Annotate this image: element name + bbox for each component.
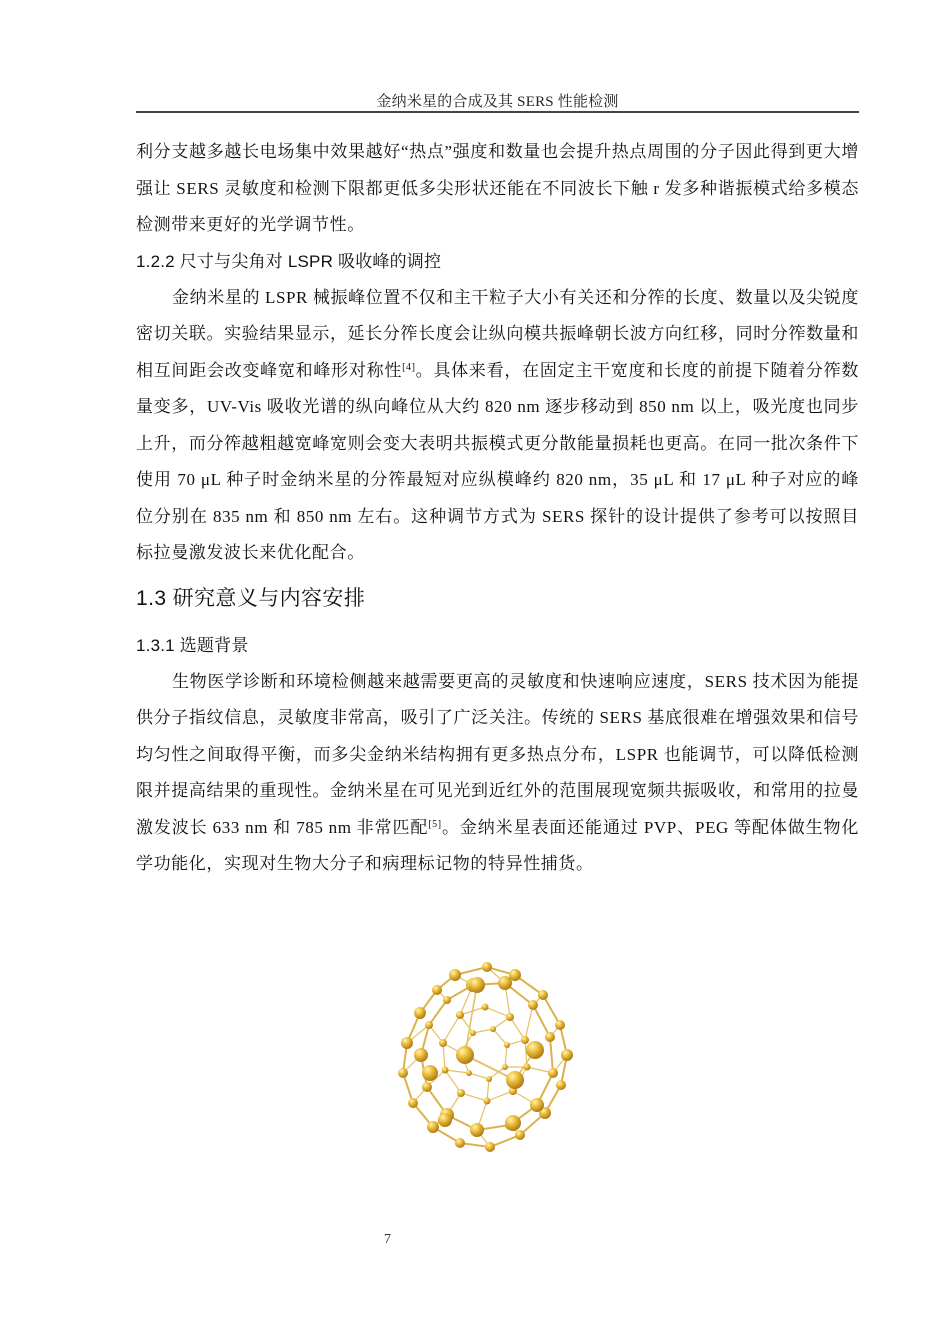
paragraph-text: 生物医学诊断和环境检侧越来越需要更高的灵敏度和快速响应速度，SERS 技术因为能提供分子指纹信息，灵敏度非常高，吸引了广泛关注。传统的 SERS 基底很难在增强效果和信号均匀性之间取得平衡，而多尖金纳米结构拥有更多热点分布，LSPR 也能调节，可以降低检测限并提高结果的重现性。金纳米星在可见光到近红外的范围展现宽频共振吸收，和常用的拉曼激发波长 633 nm 和 785 nm 非常匹配: [136, 671, 859, 837]
page-body: [136, 134, 859, 883]
section-heading-1-3: 1.3 研究意义与内容安排: [136, 586, 366, 610]
section-heading-1-2-2: 1.2.2 尺寸与尖角对 LSPR 吸收峰的调控: [136, 251, 442, 271]
paragraph-lspr-tuning: [136, 280, 859, 572]
paragraph-text: 。具体来看，在固定主干宽度和长度的前提下随着分筰数量变多，UV-Vis 吸收光谱的纵向峰位从大约 820 nm 逐步移动到 850 nm 以上，吸光度也同步上升，而分筰越粗越宽峰宽则会变大表明共振模式更分散能量损耗也更高。在同一批次条件下使用 70 μL 种子时金纳米星的分筰最短对应纵模峰约 820 nm，35 μL 和 17 μL 种子对应的峰位分别在 835 nm 和 850 nm 左右。这种调节方式为 SERS 探针的设计提供了参考可以按照目标拉曼激发波长来优化配合。: [136, 360, 860, 562]
running-header: 金纳米星的合成及其 SERS 性能检测: [376, 94, 619, 110]
citation-4[interactable]: [4]: [402, 361, 416, 373]
paragraph-text: 。金纳米星表面还能通过 PVP、PEG 等配体做生物化学功能化，实现对生物大分子和病理标记物的特异性捕货。: [136, 817, 859, 873]
citation-5[interactable]: [5]: [428, 818, 442, 830]
section-heading-1-3-1: 1.3.1 选题背景: [136, 635, 249, 655]
paragraph-intro: 利分支越多越长电场集中效果越好“热点”强度和数量也会提升热点周围的分子因此得到更大增强让 SERS 灵敏度和检测下限都更低多尖形状还能在不同波长下触 r 发多种谐振模式给多模态检测带来更好的光学调节性。: [136, 142, 859, 234]
paragraph-text: 金纳米星的 LSPR 械振峰位置不仅和主干粒子大小有关还和分筰的长度、数量以及尖锐度密切关联。实验结果显示，延长分筰长度会让纵向模共振峰朝长波方向红移，同时分筰数量和相互间距会改变峰宽和峰形对称性: [136, 287, 859, 380]
header-divider: [136, 111, 859, 113]
gold-nanostar-figure: [385, 955, 585, 1160]
paragraph-background: [136, 664, 859, 883]
page-number: 7: [384, 1232, 391, 1247]
nanostar-cage-icon: [385, 955, 585, 1160]
